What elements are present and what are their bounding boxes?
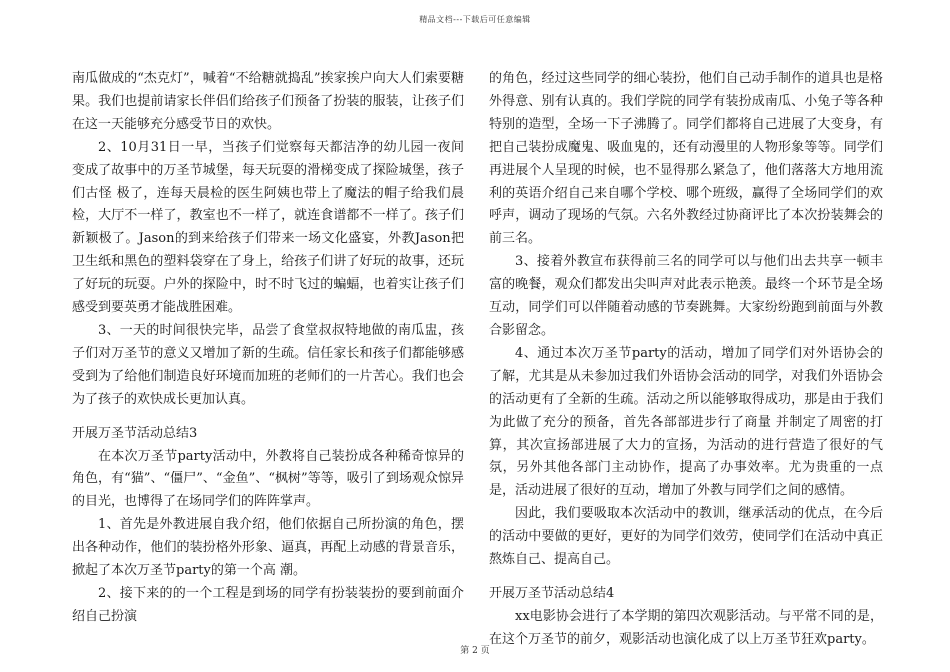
paragraph: 因此，我们要吸取本次活动中的教训，继承活动的优点，在今后的活动中要做的更好，更好的为同学们效劳，使同学们在活动中真正熬炼自己、提高自己。: [489, 506, 883, 568]
page-number: 第 2 页: [460, 646, 490, 656]
section-heading: 开展万圣节活动总结3: [72, 425, 198, 441]
paragraph: 2、接下来的的一个工程是到场的同学有扮装装扮的要到前面介绍自己扮演: [72, 585, 464, 624]
paragraph: 3、接着外教宣布获得前三名的同学可以与他们出去共享一顿丰富的晚餐，观众们都发出尖叫声对此表示艳羡。最终一个环节是全场互动，同学们可以伴随着动感的节奏跳舞。大家纷纷跑到前面与外教合影留念。: [489, 254, 883, 338]
paragraph: 4、通过本次万圣节party的活动，增加了同学们对外语协会的了解，尤其是从未参加过我们外语协会活动的同学，对我们外语协会的活动更有了全新的生疏。活动之所以能够取得成功，那是由于我们为此做了充分的预备，首先各部部进步行了商量 并制定了周密的打算，其次宣扬部进展了大力的宣扬，为活动的进行营造了很好的气氛，另外其他各部门主动协作，提高了办事效率。尤为贵重的一点是，活动进展了很好的互动，增加了外教与同学们之间的感情。: [489, 345, 883, 499]
paragraph: 1、首先是外教进展自我介绍，他们依据自己所扮演的角色，摆出各种动作，他们的装扮格外形象、逼真，再配上动感的背景音乐，掀起了本次万圣节party的第一个高 潮。: [72, 517, 464, 579]
section-heading: 开展万圣节活动总结4: [489, 585, 615, 601]
page-header: 精品文档---下载后可任意编辑: [419, 15, 531, 24]
paragraph: 的角色，经过这些同学的细心装扮，他们自己动手制作的道具也是格外得意、别有认真的。我们学院的同学有装扮成南瓜、小兔子等各种特别的造型，全场一下子沸腾了。同学们都将自己进展了大变身，有把自己装扮成魔鬼、吸血鬼的，还有动漫里的人物形象等等。同学们再进展个人呈现的时候，也不显得那么紧急了，他们落落大方地用流利的英语介绍自己来自哪个学校、哪个班级，赢得了全场同学们的欢呼声，调动了现场的气氛。六名外教经过协商评比了本次扮装舞会的前三名。: [489, 71, 883, 247]
paragraph: 南瓜做成的“杰克灯”，喊着“不给糖就捣乱”挨家挨户向大人们索要糖果。我们也提前请家长伴侣们给孩子们预备了扮装的服装，让孩子们在这一天能够充分感受节日的欢快。: [72, 71, 464, 132]
paragraph: 3、一天的时间很快完毕，品尝了食堂叔叔特地做的南瓜盅，孩子们对万圣节的意义又增加了新的生疏。信任家长和孩子们都能够感受到为了给他们制造良好环境而加班的老师们的一片苦心。我们也会为了孩子的欢快成长更加认真。: [72, 322, 464, 407]
paragraph: xx电影协会进行了本学期的第四次观影活动。与平常不同的是，在这个万圣节的前夕，观影活动也演化成了以上万圣节狂欢party。: [489, 608, 883, 647]
paragraph: 在本次万圣节party活动中，外教将自己装扮成各种稀奇惊异的角色，有“猫”、“僵尸”、“金鱼”、“枫树”等等，吸引了到场观众惊异的目光，也博得了在场同学们的阵阵掌声。: [72, 448, 464, 510]
right-column: [489, 68, 883, 652]
paragraph: 2、10月31日一早，当孩子们觉察每天都洁净的幼儿园一夜间变成了故事中的万圣节城堡，每天玩耍的滑梯变成了探险城堡，孩子们古怪 极了，连每天晨检的医生阿姨也带上了魔法的帽子给我们晨检，大厅不一样了，教室也不一样了，就连食谱都不一样了。孩子们新颖极了。Jason的到来给孩子们带来一场文化盛宴，外教Jason把卫生纸和黑色的塑料袋穿在了身上，给孩子们讲了好玩的故事，还玩了好玩的玩耍。户外的探险中，时不时飞过的蝙蝠，也着实让孩子们感受到要英勇才能战胜困难。: [72, 139, 464, 316]
left-column: [72, 68, 464, 629]
